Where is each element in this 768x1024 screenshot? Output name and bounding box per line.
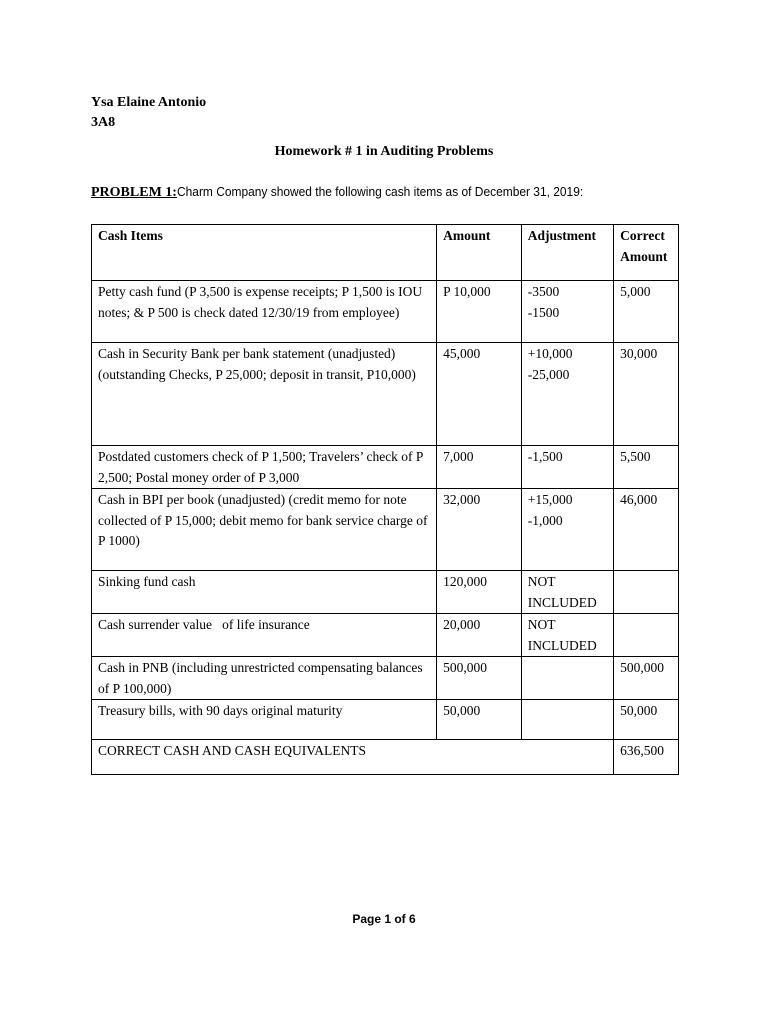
table-row bbox=[92, 489, 679, 571]
row-item: Cash in PNB (including unrestricted compensating balances of P 100,000) bbox=[92, 657, 437, 700]
header-adjustment: Adjustment bbox=[521, 225, 613, 281]
row-adjustment: -1,500 bbox=[521, 446, 613, 489]
row-amount: 20,000 bbox=[437, 614, 522, 657]
total-label: CORRECT CASH AND CASH EQUIVALENTS bbox=[92, 740, 614, 775]
row-amount: 32,000 bbox=[437, 489, 522, 571]
row-amount: 45,000 bbox=[437, 343, 522, 446]
table-header-row bbox=[92, 225, 679, 281]
row-item: Cash in Security Bank per bank statement (unadjusted) (outstanding Checks, P 25,000; deposit in transit, P10,000) bbox=[92, 343, 437, 446]
row-item: Sinking fund cash bbox=[92, 571, 437, 614]
problem-statement bbox=[91, 181, 618, 204]
header-correct-amount: Correct Amount bbox=[614, 225, 679, 281]
row-correct bbox=[614, 614, 679, 657]
table-row bbox=[92, 571, 679, 614]
problem-label: PROBLEM 1: bbox=[91, 185, 177, 200]
problem-text: Charm Company showed the following cash items as of December 31, 2019: bbox=[176, 184, 584, 199]
row-item: Treasury bills, with 90 days original maturity bbox=[92, 700, 437, 740]
page-number: Page 1 of 6 bbox=[352, 912, 416, 926]
row-amount: P 10,000 bbox=[437, 281, 522, 343]
student-name: Ysa Elaine Antonio bbox=[91, 95, 207, 110]
row-amount: 50,000 bbox=[437, 700, 522, 740]
row-adjustment bbox=[521, 657, 613, 700]
row-item: Cash surrender value of life insurance bbox=[92, 614, 437, 657]
total-value: 636,500 bbox=[614, 740, 679, 775]
row-correct: 5,000 bbox=[614, 281, 679, 343]
row-correct bbox=[614, 571, 679, 614]
table-row bbox=[92, 343, 679, 446]
row-adjustment: +10,000 -25,000 bbox=[521, 343, 613, 446]
table-row bbox=[92, 614, 679, 657]
row-item: Cash in BPI per book (unadjusted) (credit memo for note collected of P 15,000; debit memo for bank service charge of P 1000) bbox=[92, 489, 437, 571]
cash-items-table bbox=[91, 224, 679, 775]
header-amount: Amount bbox=[437, 225, 522, 281]
row-adjustment: +15,000 -1,000 bbox=[521, 489, 613, 571]
row-item: Postdated customers check of P 1,500; Travelers’ check of P 2,500; Postal money order of P 3,000 bbox=[92, 446, 437, 489]
table-row bbox=[92, 281, 679, 343]
row-item: Petty cash fund (P 3,500 is expense receipts; P 1,500 is IOU notes; & P 500 is check dated 12/30/19 from employee) bbox=[92, 281, 437, 343]
row-correct: 50,000 bbox=[614, 700, 679, 740]
student-section: 3A8 bbox=[91, 115, 116, 130]
row-adjustment: -3500 -1500 bbox=[521, 281, 613, 343]
row-adjustment: NOT INCLUDED bbox=[521, 571, 613, 614]
row-adjustment: NOT INCLUDED bbox=[521, 614, 613, 657]
row-correct: 30,000 bbox=[614, 343, 679, 446]
total-row bbox=[92, 740, 679, 775]
row-amount: 120,000 bbox=[437, 571, 522, 614]
row-amount: 500,000 bbox=[437, 657, 522, 700]
table-row bbox=[92, 657, 679, 700]
row-correct: 500,000 bbox=[614, 657, 679, 700]
row-adjustment bbox=[521, 700, 613, 740]
header-cash-items: Cash Items bbox=[92, 225, 437, 281]
table-row bbox=[92, 700, 679, 740]
row-amount: 7,000 bbox=[437, 446, 522, 489]
homework-title: Homework # 1 in Auditing Problems bbox=[274, 144, 494, 159]
row-correct: 46,000 bbox=[614, 489, 679, 571]
row-correct: 5,500 bbox=[614, 446, 679, 489]
table-row bbox=[92, 446, 679, 489]
